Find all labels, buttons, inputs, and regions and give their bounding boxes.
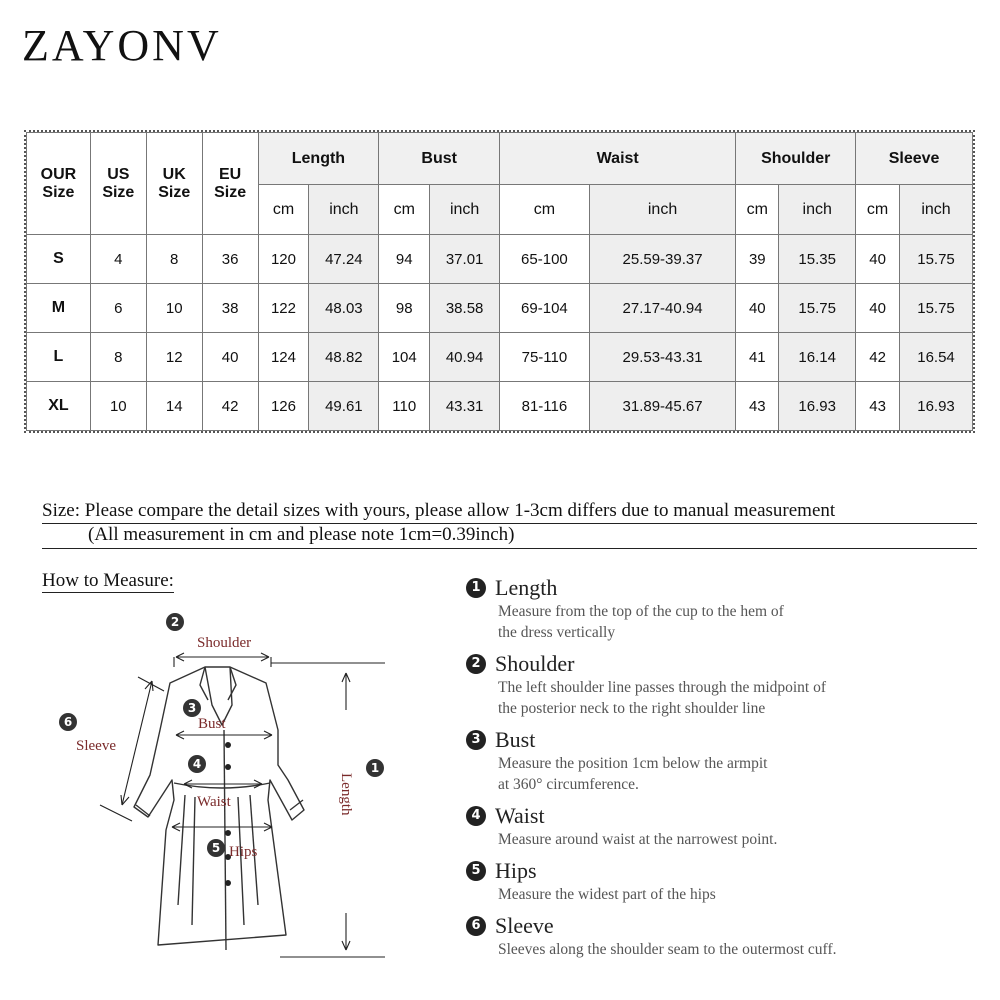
step-sleeve — [466, 913, 986, 960]
step-number: 5 — [466, 861, 486, 881]
cell-us: 8 — [90, 333, 146, 382]
marker-2: 2 — [170, 615, 180, 629]
brand-logo: ZAYONV — [22, 21, 222, 70]
size-chart — [24, 130, 975, 433]
size-table — [26, 132, 973, 431]
cell-shoulder-inch: 16.14 — [779, 333, 856, 382]
table-header-row — [27, 133, 973, 185]
cell-sleeve-inch: 16.54 — [900, 333, 973, 382]
cell-sleeve-inch: 15.75 — [900, 284, 973, 333]
cell-waist-inch: 29.53-43.31 — [589, 333, 736, 382]
cell-bust-cm: 110 — [379, 382, 430, 431]
header-waist: Waist — [500, 133, 736, 185]
label-sleeve: Sleeve — [76, 738, 116, 754]
step-desc: the posterior neck to the right shoulder line — [498, 700, 766, 717]
step-title: Bust — [495, 727, 536, 752]
unit-inch: inch — [430, 185, 500, 235]
step-hips — [466, 858, 986, 905]
header-uk-size: UK Size — [146, 133, 202, 235]
cell-eu: 40 — [202, 333, 258, 382]
dress-diagram — [40, 605, 400, 965]
unit-cm: cm — [379, 185, 430, 235]
cell-waist-cm: 65-100 — [500, 235, 590, 284]
unit-inch: inch — [900, 185, 973, 235]
cell-size: L — [27, 333, 91, 382]
cell-bust-inch: 38.58 — [430, 284, 500, 333]
header-length: Length — [258, 133, 379, 185]
step-title: Sleeve — [495, 913, 554, 938]
unit-inch: inch — [779, 185, 856, 235]
step-desc: Measure the position 1cm below the armpit — [498, 755, 768, 772]
unit-cm: cm — [856, 185, 900, 235]
cell-sleeve-cm: 42 — [856, 333, 900, 382]
marker-3: 3 — [187, 701, 197, 715]
cell-bust-cm: 94 — [379, 235, 430, 284]
cell-us: 4 — [90, 235, 146, 284]
cell-shoulder-inch: 15.75 — [779, 284, 856, 333]
label-hips: Hips — [229, 844, 258, 860]
step-desc: at 360° circumference. — [498, 776, 639, 793]
label-bust: Bust — [198, 716, 226, 732]
cell-bust-inch: 40.94 — [430, 333, 500, 382]
header-eu-size: EU Size — [202, 133, 258, 235]
cell-us: 10 — [90, 382, 146, 431]
cell-waist-inch: 27.17-40.94 — [589, 284, 736, 333]
unit-inch: inch — [589, 185, 736, 235]
cell-length-inch: 48.82 — [309, 333, 379, 382]
step-title: Length — [495, 575, 558, 600]
cell-shoulder-cm: 43 — [736, 382, 779, 431]
marker-1: 1 — [370, 761, 380, 775]
cell-length-cm: 122 — [258, 284, 309, 333]
cell-shoulder-cm: 40 — [736, 284, 779, 333]
cell-length-cm: 120 — [258, 235, 309, 284]
cell-bust-inch: 43.31 — [430, 382, 500, 431]
cell-uk: 12 — [146, 333, 202, 382]
cell-waist-cm: 81-116 — [500, 382, 590, 431]
step-length — [466, 575, 986, 643]
table-row — [27, 333, 973, 382]
cell-length-cm: 124 — [258, 333, 309, 382]
cell-sleeve-inch: 15.75 — [900, 235, 973, 284]
cell-uk: 14 — [146, 382, 202, 431]
cell-size: M — [27, 284, 91, 333]
marker-6: 6 — [63, 715, 73, 729]
step-desc: Measure the widest part of the hips — [498, 886, 716, 903]
cell-bust-cm: 104 — [379, 333, 430, 382]
cell-shoulder-cm: 39 — [736, 235, 779, 284]
table-row — [27, 235, 973, 284]
header-us-size: US Size — [90, 133, 146, 235]
unit-cm: cm — [736, 185, 779, 235]
cell-bust-cm: 98 — [379, 284, 430, 333]
table-row — [27, 284, 973, 333]
cell-eu: 38 — [202, 284, 258, 333]
label-waist: Waist — [197, 794, 231, 810]
cell-sleeve-inch: 16.93 — [900, 382, 973, 431]
cell-sleeve-cm: 43 — [856, 382, 900, 431]
header-sleeve: Sleeve — [856, 133, 973, 185]
cell-length-cm: 126 — [258, 382, 309, 431]
cell-eu: 36 — [202, 235, 258, 284]
header-shoulder: Shoulder — [736, 133, 856, 185]
cell-sleeve-cm: 40 — [856, 235, 900, 284]
step-waist — [466, 803, 986, 850]
label-length: Length — [338, 773, 354, 816]
cell-shoulder-inch: 15.35 — [779, 235, 856, 284]
step-title: Hips — [495, 858, 537, 883]
marker-4: 4 — [192, 757, 202, 771]
step-desc: Measure from the top of the cup to the hem of — [498, 603, 784, 620]
step-desc: Sleeves along the shoulder seam to the outermost cuff. — [498, 941, 837, 958]
header-bust: Bust — [379, 133, 500, 185]
step-number: 1 — [466, 578, 486, 598]
cell-size: XL — [27, 382, 91, 431]
measure-steps — [466, 575, 986, 968]
header-our-size: OUR Size — [27, 133, 91, 235]
step-number: 4 — [466, 806, 486, 826]
size-note — [42, 500, 977, 549]
cell-uk: 8 — [146, 235, 202, 284]
unit-cm: cm — [500, 185, 590, 235]
table-row — [27, 382, 973, 431]
cell-waist-cm: 69-104 — [500, 284, 590, 333]
cell-waist-inch: 31.89-45.67 — [589, 382, 736, 431]
step-desc: the dress vertically — [498, 624, 616, 641]
marker-5: 5 — [211, 841, 221, 855]
step-desc: The left shoulder line passes through the midpoint of — [498, 679, 827, 696]
step-number: 2 — [466, 654, 486, 674]
dress-illustration — [40, 605, 400, 965]
cell-shoulder-cm: 41 — [736, 333, 779, 382]
unit-cm: cm — [258, 185, 309, 235]
step-desc: Measure around waist at the narrowest point. — [498, 831, 778, 848]
step-title: Shoulder — [495, 651, 575, 676]
label-shoulder: Shoulder — [197, 635, 252, 651]
step-shoulder — [466, 651, 986, 719]
cell-length-inch: 47.24 — [309, 235, 379, 284]
cell-length-inch: 49.61 — [309, 382, 379, 431]
cell-eu: 42 — [202, 382, 258, 431]
step-title: Waist — [495, 803, 545, 828]
cell-sleeve-cm: 40 — [856, 284, 900, 333]
step-bust — [466, 727, 986, 795]
cell-length-inch: 48.03 — [309, 284, 379, 333]
note-line-2: (All measurement in cm and please note 1cm=0.39inch) — [42, 524, 977, 549]
step-number: 6 — [466, 916, 486, 936]
cell-bust-inch: 37.01 — [430, 235, 500, 284]
cell-waist-cm: 75-110 — [500, 333, 590, 382]
note-line-1: Size: Please compare the detail sizes with yours, please allow 1-3cm differs due to manual measurement — [42, 500, 977, 524]
cell-waist-inch: 25.59-39.37 — [589, 235, 736, 284]
how-to-measure-heading: How to Measure: — [42, 570, 174, 591]
unit-inch: inch — [309, 185, 379, 235]
cell-size: S — [27, 235, 91, 284]
step-number: 3 — [466, 730, 486, 750]
cell-us: 6 — [90, 284, 146, 333]
cell-uk: 10 — [146, 284, 202, 333]
cell-shoulder-inch: 16.93 — [779, 382, 856, 431]
